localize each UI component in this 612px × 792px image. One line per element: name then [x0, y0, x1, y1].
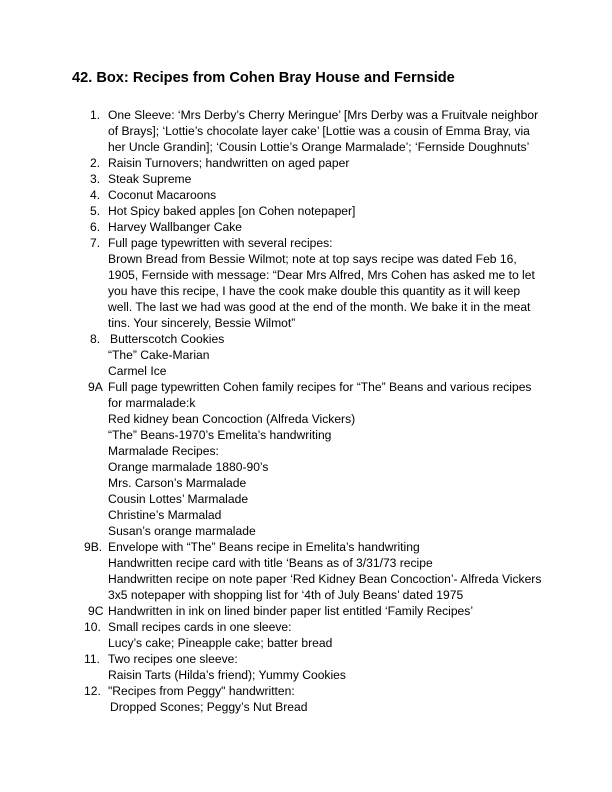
item-text-continued: you have this recipe, I have the cook make double this quantity as it will keep — [108, 284, 521, 298]
item-text: Full page typewritten Cohen family recipes for “The” Beans and various recipes — [108, 380, 532, 394]
item-text: Handwritten in ink on lined binder paper list entitled ‘Family Recipes’ — [108, 604, 474, 618]
item-number: 9B. — [84, 540, 103, 554]
item-number: 9C — [88, 604, 104, 618]
item-number: 3. — [90, 172, 101, 186]
item-number: 9A — [88, 380, 103, 394]
item-number: 1. — [90, 108, 101, 122]
item-text-continued: Cousin Lottes’ Marmalade — [108, 492, 249, 506]
item-text-continued: Mrs. Carson’s Marmalade — [108, 476, 247, 490]
item-text-continued: Brown Bread from Bessie Wilmot; note at top says recipe was dated Feb 16, — [108, 252, 517, 266]
item-text: "Recipes from Peggy" handwritten: — [108, 684, 295, 698]
item-text: Coconut Macaroons — [108, 188, 217, 202]
item-text: Butterscotch Cookies — [110, 332, 225, 346]
item-text-continued: Dropped Scones; Peggy’s Nut Bread — [110, 700, 308, 714]
item-text-continued: Orange marmalade 1880-90’s — [108, 460, 269, 474]
item-number: 6. — [90, 220, 101, 234]
item-text-continued: “The” Cake-Marian — [108, 348, 210, 362]
item-text: Raisin Turnovers; handwritten on aged paper — [108, 156, 350, 170]
item-text-continued: tins. Your sincerely, Bessie Wilmot” — [108, 316, 296, 330]
item-number: 2. — [90, 156, 101, 170]
item-text-continued: for marmalade:k — [108, 396, 196, 410]
item-number: 11. — [84, 652, 100, 666]
item-text-continued: of Brays]; ‘Lottie’s chocolate layer cake’ [Lottie was a cousin of Emma Bray, via — [108, 124, 530, 138]
item-text-continued: 3x5 notepaper with shopping list for ‘4th of July Beans’ dated 1975 — [108, 588, 464, 602]
item-text-continued: Handwritten recipe on note paper ‘Red Kidney Bean Concoction’- Alfreda Vickers — [108, 572, 542, 586]
item-text-continued: Marmalade Recipes: — [108, 444, 219, 458]
item-number: 4. — [90, 188, 101, 202]
item-text-continued: Handwritten recipe card with title ‘Beans as of 3/31/73 recipe — [108, 556, 433, 570]
item-text: Two recipes one sleeve: — [108, 652, 238, 666]
item-text-continued: Red kidney bean Concoction (Alfreda Vickers) — [108, 412, 356, 426]
page-title: 42. Box: Recipes from Cohen Bray House and Fernside — [72, 70, 455, 86]
item-text-continued: Carmel Ice — [108, 364, 167, 378]
item-text-continued: Christine’s Marmalad — [108, 508, 222, 522]
item-text-continued: 1905, Fernside with message: “Dear Mrs Alfred, Mrs Cohen has asked me to let — [108, 268, 535, 282]
item-text: Harvey Wallbanger Cake — [108, 220, 242, 234]
item-text: Full page typewritten with several recipes: — [108, 236, 333, 250]
item-text-continued: Raisin Tarts (Hilda’s friend); Yummy Cookies — [108, 668, 346, 682]
item-number: 10. — [84, 620, 101, 634]
item-text-continued: Lucy’s cake; Pineapple cake; batter bread — [108, 636, 333, 650]
item-text: Small recipes cards in one sleeve: — [108, 620, 292, 634]
item-text-continued: her Uncle Grandin]; ‘Cousin Lottie’s Orange Marmalade’; ‘Fernside Doughnuts’ — [108, 140, 530, 154]
item-text: One Sleeve: ‘Mrs Derby’s Cherry Meringue’ [Mrs Derby was a Fruitvale neighbor — [108, 108, 539, 122]
item-text-continued: well. The last we had was good at the end of the month. We bake it in the meat — [108, 300, 531, 314]
item-text: Steak Supreme — [108, 172, 192, 186]
item-text-continued: “The” Beans-1970’s Emelita’s handwriting — [108, 428, 332, 442]
item-text: Hot Spicy baked apples [on Cohen notepaper] — [108, 204, 356, 218]
item-number: 8. — [90, 332, 101, 346]
item-text: Envelope with “The” Beans recipe in Emelita’s handwriting — [108, 540, 420, 554]
item-text-continued: Susan’s orange marmalade — [108, 524, 256, 538]
item-number: 7. — [90, 236, 101, 250]
item-number: 5. — [90, 204, 101, 218]
item-number: 12. — [84, 684, 101, 698]
